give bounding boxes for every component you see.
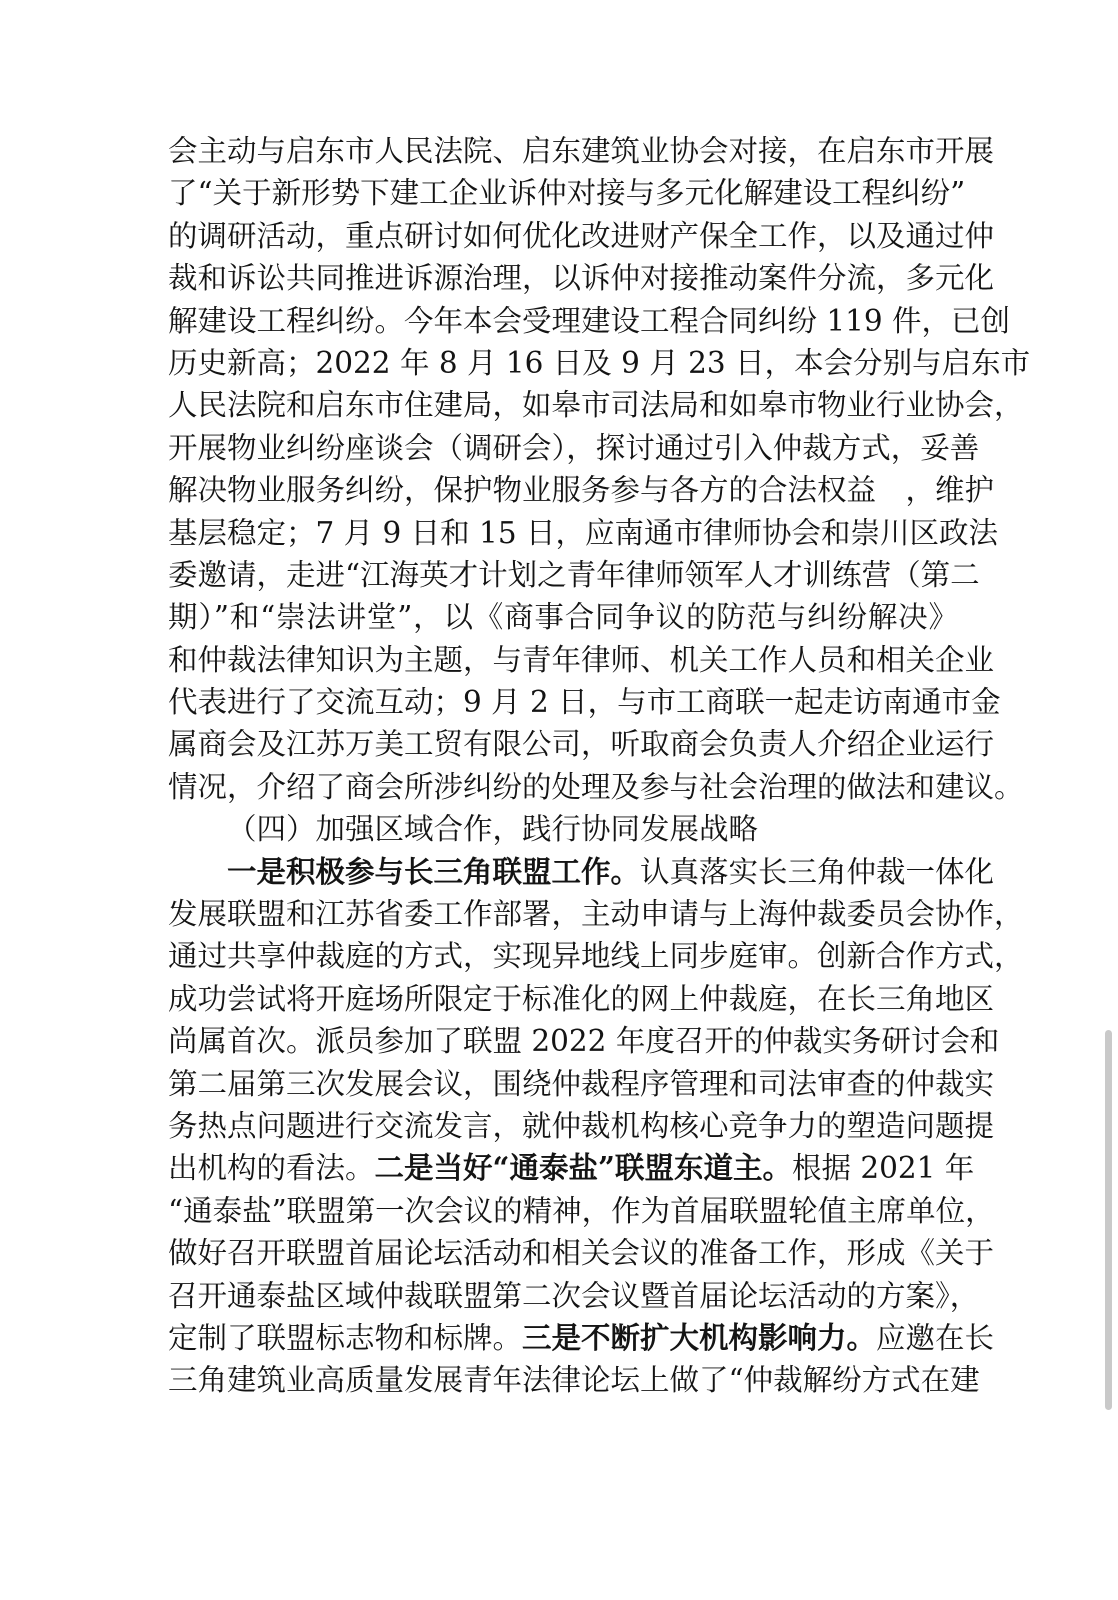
text-line: 解建设工程纠纷。今年本会受理建设工程合同纠纷 119 件，已创 xyxy=(168,303,1011,338)
bold-lead: 一是积极参与长三角联盟工作。 xyxy=(227,853,641,889)
text-line: 定制了联盟标志物和标牌。三是不断扩大机构影响力。应邀在长 xyxy=(168,1319,995,1355)
bold-lead: 二是当好“通泰盐”联盟东道主。 xyxy=(374,1150,792,1186)
text-line: 了“关于新形势下建工企业诉仲对接与多元化解建设工程纠纷” xyxy=(168,176,966,211)
text-line: 成功尝试将开庭场所限定于标准化的网上仲裁庭，在长三角地区 xyxy=(168,981,995,1016)
text-line: 的调研活动，重点研讨如何优化改进财产保全工作，以及通过仲 xyxy=(168,218,995,253)
text-line: 一是积极参与长三角联盟工作。认真落实长三角仲裁一体化 xyxy=(227,853,995,889)
text-line: 出机构的看法。二是当好“通泰盐”联盟东道主。根据 2021 年 xyxy=(168,1150,975,1186)
text-line: 通过共享仲裁庭的方式，实现异地线上同步庭审。创新合作方式， xyxy=(168,939,1024,974)
text-line: 裁和诉讼共同推进诉源治理，以诉仲对接推动案件分流，多元化 xyxy=(168,261,995,296)
text-line: 会主动与启东市人民法院、启东建筑业协会对接，在启东市开展 xyxy=(168,134,995,168)
text-line: 基层稳定；7 月 9 日和 15 日，应南通市律师协会和崇川区政法 xyxy=(168,515,998,550)
text-line: 做好召开联盟首届论坛活动和相关会议的准备工作，形成《关于 xyxy=(168,1236,995,1271)
text-line: 召开通泰盐区域仲裁联盟第二次会议暨首届论坛活动的方案》， xyxy=(168,1278,980,1313)
scrollbar-thumb[interactable] xyxy=(1105,1030,1112,1410)
bold-lead: 三是不断扩大机构影响力。 xyxy=(522,1319,877,1355)
text-line: 代表进行了交流互动；9 月 2 日，与市工商联一起走访南通市金 xyxy=(168,685,1001,720)
text-line: 历史新高；2022 年 8 月 16 日及 9 月 23 日，本会分别与启东市 xyxy=(168,345,1031,380)
text-line: 第二届第三次发展会议，围绕仲裁程序管理和司法审查的仲裁实 xyxy=(168,1066,995,1101)
text-line: “通泰盐”联盟第一次会议的精神，作为首届联盟轮值主席单位， xyxy=(168,1193,995,1228)
text-line: 尚属首次。派员参加了联盟 2022 年度召开的仲裁实务研讨会和 xyxy=(168,1024,1000,1059)
document-body xyxy=(168,130,1031,1402)
section-heading: （四）加强区域合作，践行协同发展战略 xyxy=(227,812,759,847)
text-line: 发展联盟和江苏省委工作部署，主动申请与上海仲裁委员会协作， xyxy=(168,897,1024,932)
text-line: 人民法院和启东市住建局，如皋市司法局和如皋市物业行业协会， xyxy=(168,388,1024,423)
text-line: 属商会及江苏万美工贸有限公司，听取商会负责人介绍企业运行 xyxy=(168,727,995,762)
text-line: 期）”和“崇法讲堂”，以《商事合同争议的防范与纠纷解决》 xyxy=(168,600,958,635)
text-line: 情况，介绍了商会所涉纠纷的处理及参与社会治理的做法和建议。 xyxy=(168,769,1024,804)
text-line: 和仲裁法律知识为主题，与青年律师、机关工作人员和相关企业 xyxy=(168,642,995,677)
text-line: 三角建筑业高质量发展青年法律论坛上做了“仲裁解纷方式在建 xyxy=(168,1363,980,1398)
text-line: 务热点问题进行交流发言，就仲裁机构核心竞争力的塑造问题提 xyxy=(168,1108,995,1143)
text-line: 委邀请，走进“江海英才计划之青年律师领军人才训练营（第二 xyxy=(168,557,980,592)
text-line: 开展物业纠纷座谈会（调研会），探讨通过引入仲裁方式，妥善 xyxy=(168,430,980,465)
text-line: 解决物业服务纠纷，保护物业服务参与各方的合法权益 ，维护 xyxy=(168,473,995,508)
